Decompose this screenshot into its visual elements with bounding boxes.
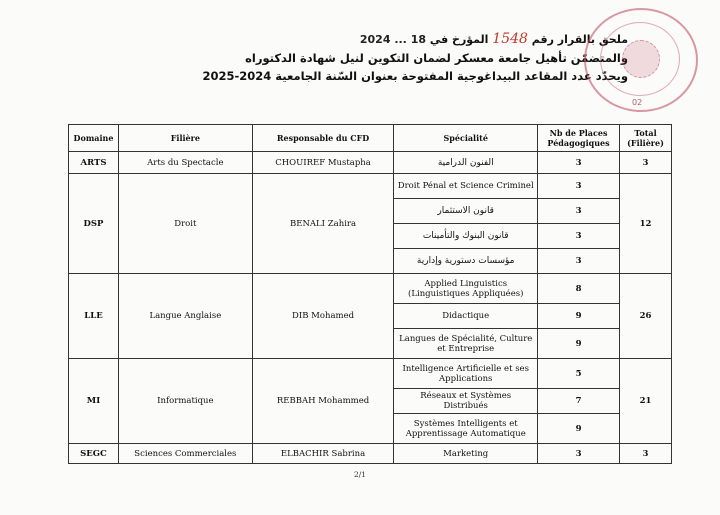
header-line-1: [208, 30, 628, 49]
cell-nb-places: 5: [538, 359, 620, 389]
seal-number: 02: [632, 98, 643, 107]
cell-total: 12: [620, 174, 672, 274]
cell-specialite: Intelligence Artificielle et ses Applications: [394, 359, 538, 389]
cell-specialite: قانون الاستثمار: [394, 199, 538, 224]
cell-nb-places: 3: [538, 199, 620, 224]
col-header-total: Total (Filière): [620, 125, 672, 152]
col-header-domaine: Domaine: [69, 125, 119, 152]
seats-table: [68, 124, 672, 464]
official-seal-stamp: [584, 8, 698, 112]
cell-nb-places: 3: [538, 174, 620, 199]
cell-filiere: Arts du Spectacle: [118, 152, 252, 174]
header-line-2: والمتضمّن تأهيل جامعة معسكر لضمان التكوين لنيل شهادة الدكتوراه: [245, 51, 628, 65]
table-row: [69, 274, 672, 304]
table-row: [69, 174, 672, 199]
cell-specialite: Didactique: [394, 304, 538, 329]
decision-number: 1548: [492, 31, 528, 47]
cell-nb-places: 9: [538, 304, 620, 329]
cell-specialite: Systèmes Intelligents et Apprentissage Automatique: [394, 414, 538, 444]
cell-nb-places: 8: [538, 274, 620, 304]
cell-specialite: Applied Linguistics (Linguistiques Appliquées): [394, 274, 538, 304]
document-header: [202, 30, 628, 85]
cell-nb-places: 3: [538, 224, 620, 249]
cell-specialite: Réseaux et Systèmes Distribués: [394, 389, 538, 414]
cell-total: 3: [620, 152, 672, 174]
cell-domaine: DSP: [69, 174, 119, 274]
cell-specialite: Droit Pénal et Science Criminel: [394, 174, 538, 199]
cell-responsable: BENALI Zahira: [252, 174, 394, 274]
cell-specialite: Marketing: [394, 444, 538, 464]
decision-date: 18 ... 2024: [359, 33, 427, 46]
cell-responsable: REBBAH Mohammed: [252, 359, 394, 444]
cell-nb-places: 7: [538, 389, 620, 414]
table-row: [69, 444, 672, 464]
cell-specialite: الفنون الدرامية: [394, 152, 538, 174]
cell-responsable: CHOUIREF Mustapha: [252, 152, 394, 174]
table-row: [69, 152, 672, 174]
table-header-row: [69, 125, 672, 152]
cell-filiere: Sciences Commerciales: [118, 444, 252, 464]
cell-filiere: Langue Anglaise: [118, 274, 252, 359]
header-line1-prefix: ملحق بالقرار رقم: [531, 33, 628, 46]
cell-domaine: ARTS: [69, 152, 119, 174]
cell-domaine: MI: [69, 359, 119, 444]
cell-domaine: SEGC: [69, 444, 119, 464]
header-line1-mid: المؤرخ في: [429, 33, 489, 46]
cell-total: 26: [620, 274, 672, 359]
table-row: [69, 359, 672, 389]
seal-emblem-icon: [622, 40, 660, 78]
cell-responsable: DIB Mohamed: [252, 274, 394, 359]
cell-nb-places: 9: [538, 329, 620, 359]
header-line-3: ويحدّد عدد المقاعد البيداغوجية المفتوحة بعنوان السّنة الجامعية 2024-2025: [202, 69, 628, 83]
cell-total: 3: [620, 444, 672, 464]
cell-nb-places: 3: [538, 249, 620, 274]
cell-specialite: قانون البنوك والتأمينات: [394, 224, 538, 249]
cell-specialite: مؤسسات دستورية وإدارية: [394, 249, 538, 274]
cell-filiere: Droit: [118, 174, 252, 274]
cell-specialite: Langues de Spécialité, Culture et Entreprise: [394, 329, 538, 359]
col-header-specialite: Spécialité: [394, 125, 538, 152]
cell-responsable: ELBACHIR Sabrina: [252, 444, 394, 464]
cell-filiere: Informatique: [118, 359, 252, 444]
cell-nb-places: 3: [538, 152, 620, 174]
col-header-filiere: Filière: [118, 125, 252, 152]
cell-nb-places: 9: [538, 414, 620, 444]
cell-total: 21: [620, 359, 672, 444]
col-header-responsable: Responsable du CFD: [252, 125, 394, 152]
cell-domaine: LLE: [69, 274, 119, 359]
page-number: 2/1: [353, 470, 367, 479]
cell-nb-places: 3: [538, 444, 620, 464]
col-header-nb-places: Nb de Places Pédagogiques: [538, 125, 620, 152]
